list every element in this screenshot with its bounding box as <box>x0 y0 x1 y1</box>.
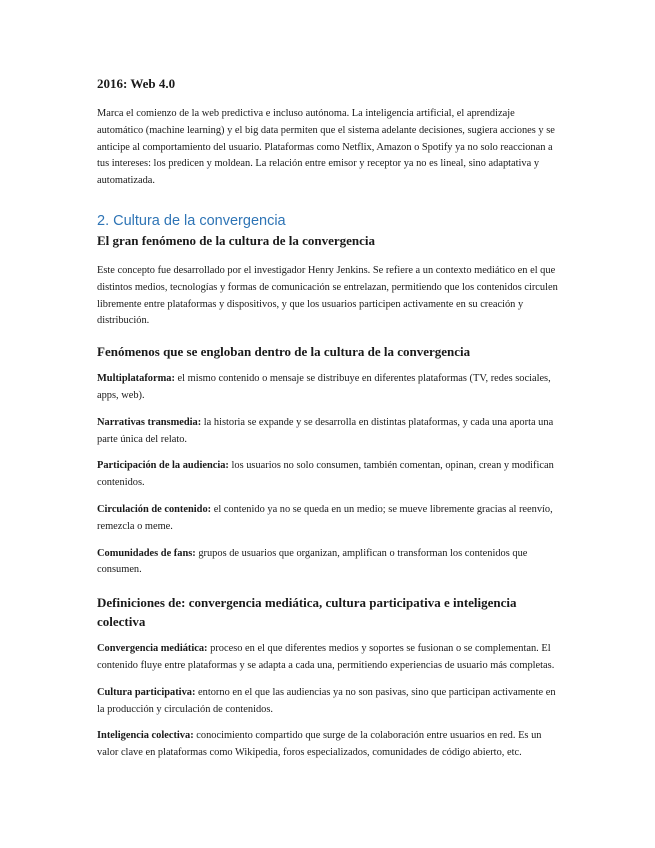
subheading-gran-fenomeno: El gran fenómeno de la cultura de la convergencia <box>97 232 376 248</box>
definition-item <box>97 728 559 762</box>
phenomenon-item <box>97 546 559 580</box>
definition-term: Convergencia mediática: <box>97 643 208 655</box>
phenomenon-text: el mismo contenido o mensaje se distribuye en diferentes plataformas (TV, redes sociales, apps, web). <box>97 373 551 401</box>
intro-paragraph: Este concepto fue desarrollado por el investigador Henry Jenkins. Se refiere a un contexto mediático en el que distintos medios, tecnologías y formas de comunicación se entrelazan, permitiendo que los contenidos circulen libremente entre plataformas y dispositivos, y que los usuarios participen activamente en su creación y distribución. <box>97 264 558 327</box>
definition-term: Inteligencia colectiva: <box>97 730 194 742</box>
definition-item <box>97 641 559 675</box>
phenomenon-term: Multiplataforma: <box>97 373 175 385</box>
phenomenon-item <box>97 415 559 449</box>
definitions-heading: Definiciones de: convergencia mediática, cultura participativa e inteligencia colectiva <box>97 595 517 630</box>
section-heading-convergencia: 2. Cultura de la convergencia <box>97 212 286 229</box>
phenomenon-text: grupos de usuarios que organizan, amplifican o transforman los contenidos que consumen. <box>97 547 528 576</box>
phenomenon-term: Participación de la audiencia: <box>97 460 229 472</box>
web40-title: 2016: Web 4.0 <box>97 76 176 91</box>
web40-paragraph: Marca el comienzo de la web predictiva e incluso autónoma. La inteligencia artificial, el aprendizaje automático (machine learning) y el big data permiten que el sistema adelante decisiones, sugiera acciones y se anticipe al comportamiento del usuario. Plataformas como Netflix, Amazon o Spotify ya no solo reaccionan a tus intereses: los predicen y moldean. La relación entre emisor y receptor ya no es lineal, sino adaptativa y automatizada. <box>97 108 555 187</box>
definition-text: proceso en el que diferentes medios y soportes se fusionan o se complementan. El contenido fluye entre plataformas y se adapta a cada una, permitiendo experiencias de usuario más completas. <box>97 643 555 671</box>
definition-term: Cultura participativa: <box>97 686 196 698</box>
document-content <box>97 76 559 772</box>
definition-text: conocimiento compartido que surge de la colaboración entre usuarios en red. Es un valor clave en plataformas como Wikipedia, foros especializados, comunidades de código abierto, etc. <box>97 730 542 759</box>
phenomenon-term: Circulación de contenido: <box>97 503 212 515</box>
phenomena-heading: Fenómenos que se engloban dentro de la cultura de la convergencia <box>97 344 471 360</box>
definition-item <box>97 685 559 719</box>
phenomenon-item <box>97 371 559 405</box>
phenomenon-text: los usuarios no solo consumen, también comentan, opinan, crean y modifican contenidos. <box>97 460 554 489</box>
definition-text: entorno en el que las audiencias ya no son pasivas, sino que participan activamente en la producción y circulación de contenidos. <box>97 686 556 715</box>
phenomenon-term: Narrativas transmedia: <box>97 416 202 428</box>
phenomenon-text: el contenido ya no se queda en un medio; se mueve libremente gracias al reenvío, remezcla o meme. <box>97 503 553 532</box>
phenomenon-item <box>97 458 559 492</box>
phenomenon-term: Comunidades de fans: <box>97 547 196 559</box>
phenomenon-item <box>97 502 559 536</box>
phenomenon-text: la historia se expande y se desarrolla en distintas plataformas, y cada una aporta una parte única del relato. <box>97 416 554 445</box>
